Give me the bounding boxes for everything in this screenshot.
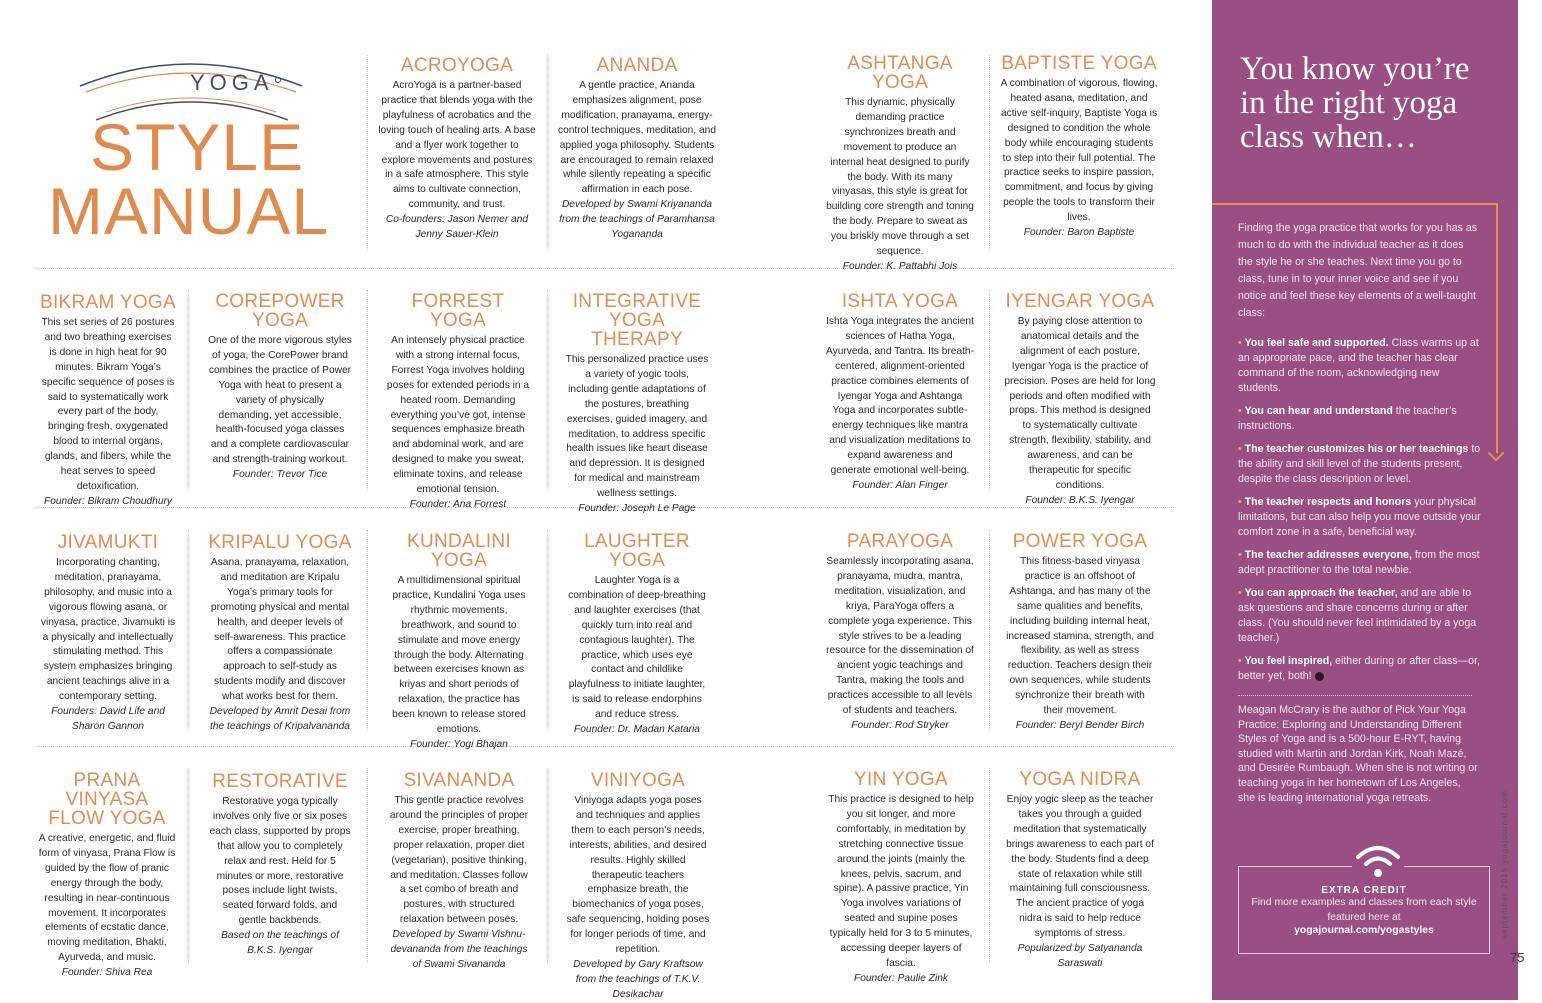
page-number: 75 [1510,950,1525,965]
style-name: YOGA NIDRA [1019,769,1141,790]
checklist-item [1238,336,1482,396]
extra-credit-box [1238,866,1490,954]
style-card-acroyoga [374,56,540,243]
style-founder: Founder: Joseph Le Page [578,503,696,515]
extra-credit-title: EXTRA CREDIT [1321,885,1407,896]
bullet-icon: • [1238,549,1245,561]
style-founder: Developed by Swami Vishnu-devananda from the teachings of Swami Sivananda [390,929,528,970]
style-description: AcroYoga is a partner-based practice that blends yoga with the playfulness of acrobatics and the loving touch of healing arts. A base and a flyer work together to explore movements and postures in a safe atmosphere. This style aims to cultivate connection, community, and trust. [378,80,536,211]
column-divider [188,768,189,963]
checklist-item-text: your physical limitations, but can also help you move outside your comfort zone in a safe, beneficial way. [1238,496,1481,538]
checklist-item [1238,404,1482,434]
checklist-item-text: Class warms up at an appropriate pace, and the teacher has clear command of the room, acknowledging new students. [1238,337,1479,394]
sidebar-arrow-line [1496,203,1498,453]
style-card-yin-yoga [824,770,978,987]
style-description: A creative, energetic, and fluid form of vinyasa, Prana Flow is guided by the flow of pranic energy through the body, resulting in near-continuous movement. It incorporates elements of ecstatic dance, moving meditation, Bhakti, Ayurveda, and music. [38,833,176,964]
checklist-item-lead: You can approach the teacher, [1244,587,1398,599]
style-card-parayoga [822,532,978,734]
bullet-icon: • [1238,496,1245,508]
column-divider [989,530,990,730]
style-name: VINIYOGA [590,770,686,791]
style-name: POWER YOGA [1012,531,1148,552]
style-card-kundalini-yoga [382,532,536,753]
checklist-item-lead: You feel safe and supported. [1244,337,1389,349]
column-divider [547,290,548,490]
style-card-bikram-yoga [36,293,180,510]
style-name: JIVAMUKTI [57,532,159,553]
style-founder: Founder: Baron Baptiste [1023,227,1135,239]
style-founder: Founder: Dr. Madan Kataria [574,724,700,736]
style-description: This set series of 26 postures and two breathing exercises is done in high heat for 90 minutes. Bikram Yoga’s specific sequence of poses is said to systematically work every part of the body, bringing fresh, oxygenated blood to internal organs, glands, and fibers, while the heat serves to speed detoxification. [41,317,175,492]
style-founder: Founder: K. Pattabhi Jois [842,260,958,272]
style-description: This gentle practice revolves around the principles of proper exercise, proper breathing, proper relaxation, proper diet (vegetarian), positive thinking, and meditation. Classes follow a set combo of breath and postures, with structured relaxation between poses. [389,795,529,926]
style-description: Seamlessly incorporating asana, pranayama, mudra, mantra, meditation, visualization, and kriya, ParaYoga offers a complete yoga experience. This style strives to be a leading resource for the dissemination of ancient yogic teachings and Tantra, making the tools and practices accessible to all levels of students and teachers. [826,556,974,717]
style-name: IYENGAR YOGA [1005,291,1155,312]
column-divider [989,768,990,963]
style-name: RESTORATIVE [212,771,348,792]
column-divider [547,768,548,963]
column-divider [367,55,368,250]
style-founder: Developed by Gary Kraftsow from the teachings of T.K.V. Desikachar [573,958,703,1000]
column-divider [188,530,189,730]
style-name: KUNDALINI YOGA [406,531,512,571]
style-founder: Founder: Paulie Zink [853,972,948,984]
checklist-item-text: from the most adept practitioner to the total newbie. [1238,549,1480,576]
checklist-item-lead: You feel inspired, [1244,655,1333,667]
style-name: ISHTA YOGA [841,291,959,312]
style-card-prana-vinyasa-flow-yoga [32,771,182,981]
style-founder: Founder: Rod Stryker [851,719,949,731]
style-description: This fitness-based vinyasa practice is an offshoot of Ashtanga, and has many of the same qualities and benefits, including building internal heat, increased stamina, strength, and flexibility, as well as stress reduction. Teachers design their own sequences, while students synchronize their breath with their movement. [1006,556,1154,717]
style-founder: Based on the teachings of B.K.S. Iyengar [221,930,339,957]
style-manual-logo [40,48,340,258]
style-name: YIN YOGA [854,769,948,790]
style-description: Ishta Yoga integrates the ancient sciences of Hatha Yoga, Ayurveda, and Tantra. Its breath-centered, alignment-oriented practice combines elements of Iyengar Yoga and Ashtanga Yoga and incorporates subtle-energy techniques like mantra and visualization meditations to expand awareness and generate emotional well-being. [826,316,974,477]
style-description: A multidimensional spiritual practice, Kundalini Yoga uses rhythmic movements, breathwork, and sound to stimulate and move energy through the body. Alternating between exercises known as kriyas and short periods of relaxation, the practice has been known to release stored emotions. [392,575,526,736]
sidebar-panel [1212,0,1518,1000]
row-divider [36,268,1174,269]
style-description: This personalized practice uses a variety of yogic tools, including gentle adaptations of the postures, breathing exercises, guided imagery, and meditation, to address specific health issues like heart disease and depression. It is designed for medical and mainstream wellness settings. [565,354,709,500]
column-divider [547,530,548,730]
bullet-icon: • [1238,337,1245,349]
checklist-item-lead: The teacher customizes his or her teachings [1244,443,1469,455]
style-founder: Popularized by Satyananda Saraswati [1017,943,1143,969]
sidebar-title: You know you’re in the right yoga class when… [1240,51,1470,155]
row-divider [36,746,1174,747]
style-card-laughter-yoga [562,532,712,738]
style-name: INTEGRATIVE YOGA THERAPY [572,291,702,350]
logo-manual-word: MANUAL [48,174,330,248]
logo-yoga-word: YOGA [190,70,274,95]
style-name: BIKRAM YOGA [40,292,176,313]
style-description: A combination of vigorous, flowing, heated asana, meditation, and active self-inquiry, Baptiste Yoga is designed to condition the whole body while encouraging students to step into their full potential. The practice seeks to inspire passion, commitment, and focus by giving people the tools to transform their lives. [1000,78,1158,224]
style-founder: Founder: Shiva Rea [61,967,153,979]
style-name: PRANA VINYASA FLOW YOGA [48,770,166,829]
style-founder: Founder: Beryl Bender Birch [1015,719,1145,731]
style-name: SIVANANDA [403,770,515,791]
style-card-baptiste-yoga [996,54,1162,241]
style-card-yoga-nidra [1000,770,1160,972]
style-description: One of the more vigorous styles of yoga, the CorePower brand combines the practice of Power Yoga with heat to present a variety of physically demanding, yet accessible, health-focused yoga classes and a complete cardiovascular and strength-training workout. [208,335,352,466]
style-description: Restorative yoga typically involves only five or six poses each class, supported by props that allow you to completely relax and rest. Held for 5 minutes or more, restorative poses include light twists, seated forward folds, and gentle backbends. [209,796,351,927]
style-founder: Co-founders: Jason Nemer and Jenny Sauer-Klein [385,214,529,241]
style-description: Viniyoga adapts yoga poses and techniques and applies them to each person’s needs, interests, abilities, and desired results. Highly skilled therapeutic teachers emphasize breath, the biomechanics of yoga poses, safe sequencing, holding poses for longer periods of time, and repetition. [566,795,710,956]
checklist-item [1238,548,1482,578]
checklist-item-text: and are able to ask questions and share concerns during or after class. (You should never feel intimidated by a yoga teacher.) [1238,587,1477,644]
style-card-ashtanga-yoga [822,54,978,275]
style-card-ananda [554,56,720,243]
bullet-icon: • [1238,587,1245,599]
wifi-icon [1352,841,1404,881]
style-name: LAUGHTER YOGA [584,531,690,571]
extra-credit-link[interactable]: yogajournal.com/yogastyles [1294,925,1434,936]
end-mark-icon [1315,672,1324,681]
style-card-integrative-yoga-therapy [560,292,714,517]
style-description: Enjoy yogic sleep as the teacher takes you through a guided meditation that systematically brings awareness to each part of the body. Students find a deep state of relaxation while still maintaining full consciousness. The ancient practice of yoga nidra is said to help reduce symptoms of stress. [1006,794,1154,940]
checklist-item [1238,654,1482,684]
style-card-kripalu-yoga [204,533,356,735]
style-card-ishta-yoga [822,292,978,494]
style-name: ACROYOGA [400,55,514,76]
style-founder: Founder: Alan Finger [852,479,948,491]
style-description: This practice is designed to help you sit longer, and more comfortably, in meditation by stretching connective tissue around the joints (mainly the knees, pelvis, sacrum, and spine). A passive practice, Yin Yoga involves variations of seated and supine poses typically held for 3 to 5 minutes, accessing deeper layers of fascia. [828,794,974,969]
style-founder: Developed by Swami Kriyananda from the teachings of Paramhansa Yogananda [559,199,715,241]
sidebar-title-rule [1212,203,1496,205]
style-name: PARAYOGA [846,531,954,552]
issue-footer-text: september 2015 yogajournal.com [1499,790,1509,939]
style-founder: Founder: Bikram Choudhury [44,495,172,507]
bio-divider [1238,695,1472,696]
checklist-item-text: the teacher’s instructions. [1238,405,1457,432]
checklist-item-text: to the ability and skill level of the students present, despite the class description or level. [1238,443,1481,485]
checklist-item-lead: You can hear and understand [1244,405,1393,417]
style-founder: Founder: B.K.S. Iyengar [1025,494,1135,506]
bullet-icon: • [1238,405,1245,417]
style-name: ANANDA [596,55,678,76]
style-card-jivamukti [36,533,180,735]
style-founder: Founder: Ana Forrest [409,498,507,510]
column-divider [367,530,368,730]
style-founder: Developed by Amrit Desai from the teachings of Kripalvananda [209,706,351,732]
arrow-down-icon [1488,445,1505,462]
column-divider [989,55,990,250]
style-description: An intensely physical practice with a strong internal focus, Forrest Yoga involves holding poses for extended periods in a heated room. Demanding everything you’ve got, intense sequences emphasize breath and abdominal work, and are designed to make you sweat, eliminate toxins, and release emotional tension. [386,335,530,496]
column-divider [547,55,548,250]
checklist-item-text: either during or after class—or, better yet, both! [1238,655,1480,682]
style-description: By paying close attention to anatomical details and the alignment of each posture, Iyengar Yoga is the practice of precision. Poses are held for long periods and often modified with props. This method is designed to systematically cultivate strength, flexibility, stability, and awareness, and can be therapeutic for specific conditions. [1004,316,1156,491]
style-card-corepower-yoga [204,292,356,483]
issue-footer [1499,780,1522,960]
column-divider [367,768,368,963]
sidebar-intro: Finding the yoga practice that works for you has as much to do with the individual teacher as it does the style he or she teaches. Next time you go to class, tune in to your inner voice and see if you notice and feel these key elements of a well-taught class: [1238,222,1478,319]
style-card-iyengar-yoga [1000,292,1160,509]
style-name: KRIPALU YOGA [208,532,352,553]
style-name: ASHTANGA YOGA [847,53,953,93]
style-founder: Founder: Trevor Tice [232,469,328,481]
extra-credit-text: Find more examples and classes from each style featured here at [1251,897,1477,923]
style-card-viniyoga [562,771,714,1003]
checklist-item-lead: The teacher addresses everyone, [1244,549,1412,561]
style-founder: Founders: David Life and Sharon Gannon [51,706,165,732]
bullet-icon: • [1238,655,1245,667]
column-divider [188,290,189,490]
style-description: Laughter Yoga is a combination of deep-breathing and laughter exercises (that quickly turn into real and contagious laughter). The practice, which uses eye contact and childlike playfulness to initiate laughter, is said to release endorphins and reduce stress. [568,575,706,721]
style-description: Asana, pranayama, relaxation, and meditation are Kripalu Yoga’s primary tools for promoting physical and mental health, and deeper levels of self-awareness. This practice offers a compassionate approach to self-study as students modify and discover what works best for them. [210,557,350,703]
style-founder: Founder: Yogi Bhajan [410,738,508,750]
style-name: BAPTISTE YOGA [1001,53,1157,74]
style-card-forrest-yoga [380,292,536,513]
logo-style-word: STYLE [90,110,305,184]
author-bio: Meagan McCrary is the author of Pick Your Yoga Practice: Exploring and Understanding Different Styles of Yoga and is a 500-hour E-RYT, having studied with Martin and Jordan Kirk, Noah Mazé, and Desirée Rumbaugh. When she is not writing or teaching yoga in her hometown of Los Angeles, she is leading international yoga retreats. [1238,704,1478,804]
style-card-sivananda [382,771,536,973]
style-card-restorative [204,772,356,959]
checklist-item-lead: The teacher respects and honors [1244,496,1412,508]
column-divider [989,290,990,490]
bullet-icon: • [1238,443,1245,455]
style-description: This dynamic, physically demanding practice synchronizes breath and movement to produce an internal heat designed to purify the body. With its many vinyasas, this style is great for building core strength and toning the body. Prepare to sweat as you briskly move through a set sequence. [826,97,974,258]
style-name: COREPOWER YOGA [215,291,345,331]
style-name: FORREST YOGA [411,291,505,331]
sidebar-checklist [1238,336,1482,692]
style-description: Incorporating chanting, meditation, pranayama, philosophy, and music into a vigorous flowing asana, or vinyasa, practice, Jivamukti is a physically and intellectually stimulating method. This system emphasizes bringing ancient teachings alive in a contemporary setting. [40,557,176,703]
checklist-item [1238,442,1482,487]
column-divider [367,290,368,490]
checklist-item [1238,586,1482,646]
style-description: A gentle practice, Ananda emphasizes alignment, pose modification, pranayama, energy-control techniques, meditation, and applied yoga philosophy. Students are encouraged to remain relaxed while silently repeating a specific affirmation in each pose. [558,80,717,196]
checklist-item [1238,495,1482,540]
style-card-power-yoga [1000,532,1160,734]
